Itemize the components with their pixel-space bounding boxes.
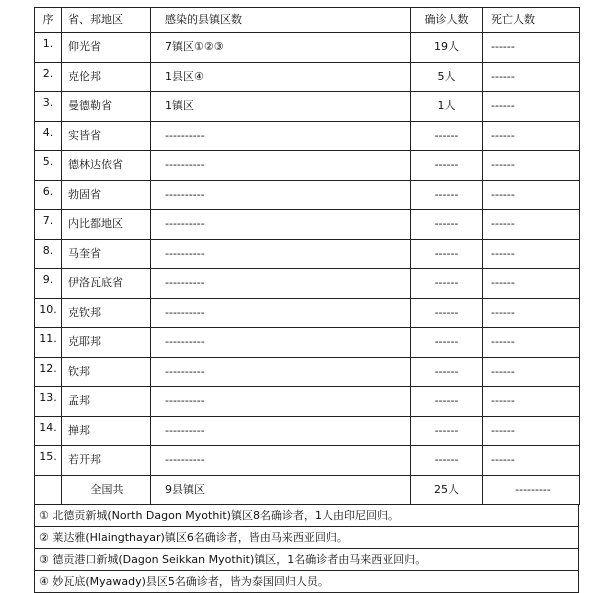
row-region: 若开邦 — [62, 446, 151, 476]
row-deaths: ------ — [483, 239, 580, 269]
row-region: 曼德勒省 — [62, 92, 151, 122]
row-confirmed: ------ — [411, 357, 483, 387]
table-row — [35, 416, 580, 446]
row-region: 内比都地区 — [62, 210, 151, 240]
note-row — [35, 570, 579, 592]
covid-summary-sheet — [34, 7, 579, 593]
row-deaths: ------ — [483, 328, 580, 358]
table-row — [35, 357, 580, 387]
row-no: 11. — [35, 328, 62, 358]
row-no: 14. — [35, 416, 62, 446]
row-confirmed: ------ — [411, 210, 483, 240]
total-row — [35, 475, 580, 504]
row-deaths: ------ — [483, 446, 580, 476]
row-confirmed: 5人 — [411, 62, 483, 92]
row-areas: ---------- — [151, 180, 411, 210]
row-deaths: ------ — [483, 151, 580, 181]
row-no: 1. — [35, 33, 62, 63]
row-areas: ---------- — [151, 121, 411, 151]
row-areas: ---------- — [151, 387, 411, 417]
row-areas: ---------- — [151, 446, 411, 476]
row-deaths: ------ — [483, 387, 580, 417]
row-areas: ---------- — [151, 328, 411, 358]
total-deaths: --------- — [483, 475, 580, 504]
row-region: 钦邦 — [62, 357, 151, 387]
row-region: 德林达依省 — [62, 151, 151, 181]
row-region: 克钦邦 — [62, 298, 151, 328]
row-no: 7. — [35, 210, 62, 240]
row-deaths: ------ — [483, 180, 580, 210]
total-areas: 9县镇区 — [151, 475, 411, 504]
row-confirmed: ------ — [411, 151, 483, 181]
row-deaths: ------ — [483, 357, 580, 387]
row-confirmed: ------ — [411, 328, 483, 358]
row-confirmed: ------ — [411, 416, 483, 446]
row-areas: ---------- — [151, 416, 411, 446]
note-4: ④ 妙瓦底(Myawady)县区5名确诊者，皆为泰国回归人员。 — [35, 570, 579, 592]
row-no: 9. — [35, 269, 62, 299]
table-row — [35, 62, 580, 92]
total-no — [35, 475, 62, 504]
row-no: 15. — [35, 446, 62, 476]
total-confirmed: 25人 — [411, 475, 483, 504]
row-deaths: ------ — [483, 121, 580, 151]
row-areas: ---------- — [151, 151, 411, 181]
row-deaths: ------ — [483, 210, 580, 240]
row-areas: 1县区④ — [151, 62, 411, 92]
note-row — [35, 504, 579, 526]
row-confirmed: ------ — [411, 121, 483, 151]
header-areas: 感染的县镇区数 — [151, 8, 411, 33]
table-row — [35, 239, 580, 269]
row-deaths: ------ — [483, 298, 580, 328]
table-row — [35, 33, 580, 63]
row-areas: ---------- — [151, 298, 411, 328]
row-no: 13. — [35, 387, 62, 417]
row-areas: ---------- — [151, 239, 411, 269]
row-no: 5. — [35, 151, 62, 181]
row-deaths: ------ — [483, 269, 580, 299]
row-deaths: ------ — [483, 92, 580, 122]
note-3: ③ 德贡港口新城(Dagon Seikkan Myothit)镇区，1名确诊者由马来西亚回归。 — [35, 548, 579, 570]
table-row — [35, 180, 580, 210]
header-row — [35, 8, 580, 33]
row-confirmed: ------ — [411, 239, 483, 269]
table-row — [35, 298, 580, 328]
row-deaths: ------ — [483, 62, 580, 92]
row-no: 2. — [35, 62, 62, 92]
row-no: 6. — [35, 180, 62, 210]
row-confirmed: ------ — [411, 446, 483, 476]
table-row — [35, 121, 580, 151]
table-row — [35, 387, 580, 417]
row-no: 4. — [35, 121, 62, 151]
row-region: 仰光省 — [62, 33, 151, 63]
table-row — [35, 92, 580, 122]
row-areas: ---------- — [151, 357, 411, 387]
header-confirmed: 确诊人数 — [411, 8, 483, 33]
header-deaths: 死亡人数 — [483, 8, 580, 33]
row-region: 勃固省 — [62, 180, 151, 210]
row-confirmed: ------ — [411, 180, 483, 210]
note-row — [35, 526, 579, 548]
note-2: ② 莱达雅(Hlaingthayar)镇区6名确诊者，皆由马来西亚回归。 — [35, 526, 579, 548]
row-region: 实皆省 — [62, 121, 151, 151]
row-areas: ---------- — [151, 269, 411, 299]
row-region: 掸邦 — [62, 416, 151, 446]
table-row — [35, 269, 580, 299]
header-no: 序 — [35, 8, 62, 33]
row-confirmed: ------ — [411, 269, 483, 299]
table-row — [35, 328, 580, 358]
table-row — [35, 151, 580, 181]
table-row — [35, 210, 580, 240]
row-confirmed: ------ — [411, 298, 483, 328]
header-region: 省、邦地区 — [62, 8, 151, 33]
row-areas: 7镇区①②③ — [151, 33, 411, 63]
row-region: 马奎省 — [62, 239, 151, 269]
row-no: 10. — [35, 298, 62, 328]
case-table — [34, 7, 580, 505]
row-no: 12. — [35, 357, 62, 387]
total-label: 全国共 — [62, 475, 151, 504]
row-no: 8. — [35, 239, 62, 269]
notes-table — [34, 504, 579, 593]
row-confirmed: 19人 — [411, 33, 483, 63]
row-confirmed: ------ — [411, 387, 483, 417]
row-region: 克伦邦 — [62, 62, 151, 92]
row-no: 3. — [35, 92, 62, 122]
row-areas: 1镇区 — [151, 92, 411, 122]
note-1: ① 北德贡新城(North Dagon Myothit)镇区8名确诊者，1人由印尼回归。 — [35, 504, 579, 526]
row-areas: ---------- — [151, 210, 411, 240]
row-confirmed: 1人 — [411, 92, 483, 122]
row-region: 伊洛瓦底省 — [62, 269, 151, 299]
row-region: 克耶邦 — [62, 328, 151, 358]
row-deaths: ------ — [483, 416, 580, 446]
note-row — [35, 548, 579, 570]
row-deaths: ------ — [483, 33, 580, 63]
row-region: 孟邦 — [62, 387, 151, 417]
table-row — [35, 446, 580, 476]
